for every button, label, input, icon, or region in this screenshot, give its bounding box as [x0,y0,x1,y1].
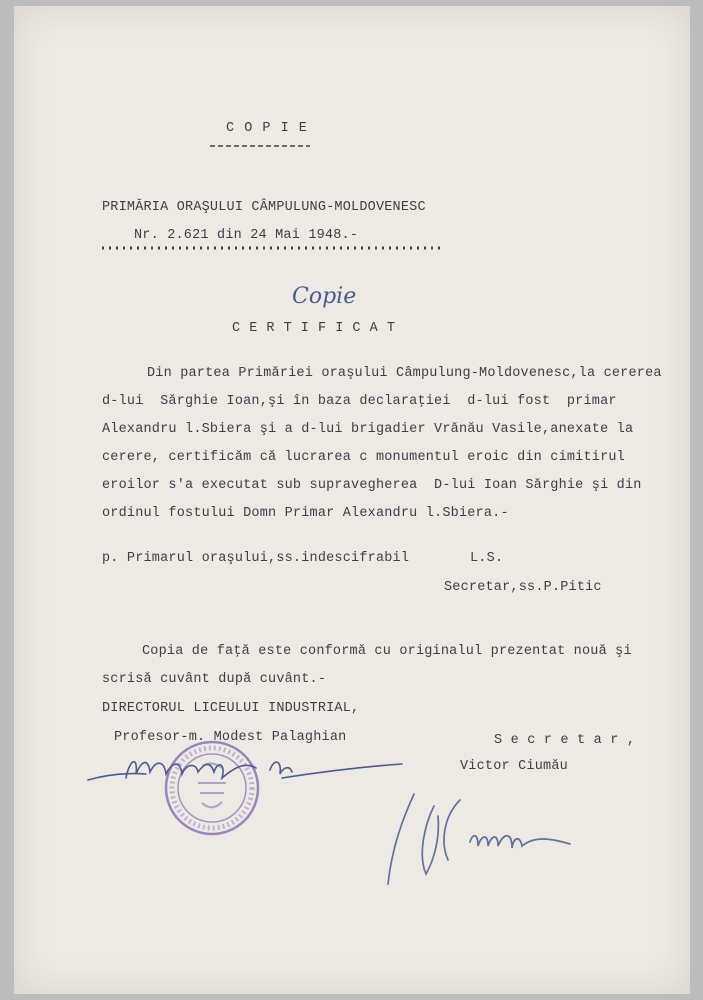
body-line: Din partea Primăriei oraşului Câmpulung-Moldovenesc,la cererea [147,366,662,381]
body-line: cerere, certificăm că lucrarea c monumentul eroic din cimitirul [102,450,625,465]
mayor-signatory-line: p. Primarul oraşului,ss.indescifrabil [102,551,410,566]
body-line: d-lui Sărghie Ioan,şi în baza declaraţiei d-lui fost primar [102,394,617,409]
body-line: Alexandru l.Sbiera şi a d-lui brigadier Vrănău Vasile,anexate la [102,422,634,437]
director-name: Profesor-m. Modest Palaghian [114,730,347,745]
director-signature [86,738,406,788]
conformity-line: scrisă cuvânt după cuvânt.- [102,672,327,687]
reference-dotted-line [102,246,442,250]
director-title: DIRECTORUL LICEULUI INDUSTRIAL, [102,701,360,716]
title-underline [210,144,310,148]
conformity-line: Copia de faţă este conformă cu originalul prezentat nouă şi [142,644,632,659]
body-line: eroilor s'a executat sub supravegherea D-lui Ioan Sărghie şi din [102,478,642,493]
secretary-name: Victor Ciumău [460,759,568,774]
secretary-title: S e c r e t a r , [494,733,636,748]
reference-number: Nr. 2.621 din 24 Mai 1948.- [134,228,359,243]
document-title: C O P I E [226,121,308,136]
secretary-signature [374,786,614,896]
document-page [14,6,690,994]
institution-name: PRIMĂRIA ORAŞULUI CÂMPULUNG-MOLDOVENESC [102,200,426,215]
mayor-secretary-line: Secretar,ss.P.Pitic [444,580,602,595]
certificate-heading: C E R T I F I C A T [232,321,396,336]
handwritten-note: Copie [292,284,357,309]
locus-sigilli-mark: L.S. [470,551,504,566]
body-line: ordinul fostului Domn Primar Alexandru l.Sbiera.- [102,506,509,521]
